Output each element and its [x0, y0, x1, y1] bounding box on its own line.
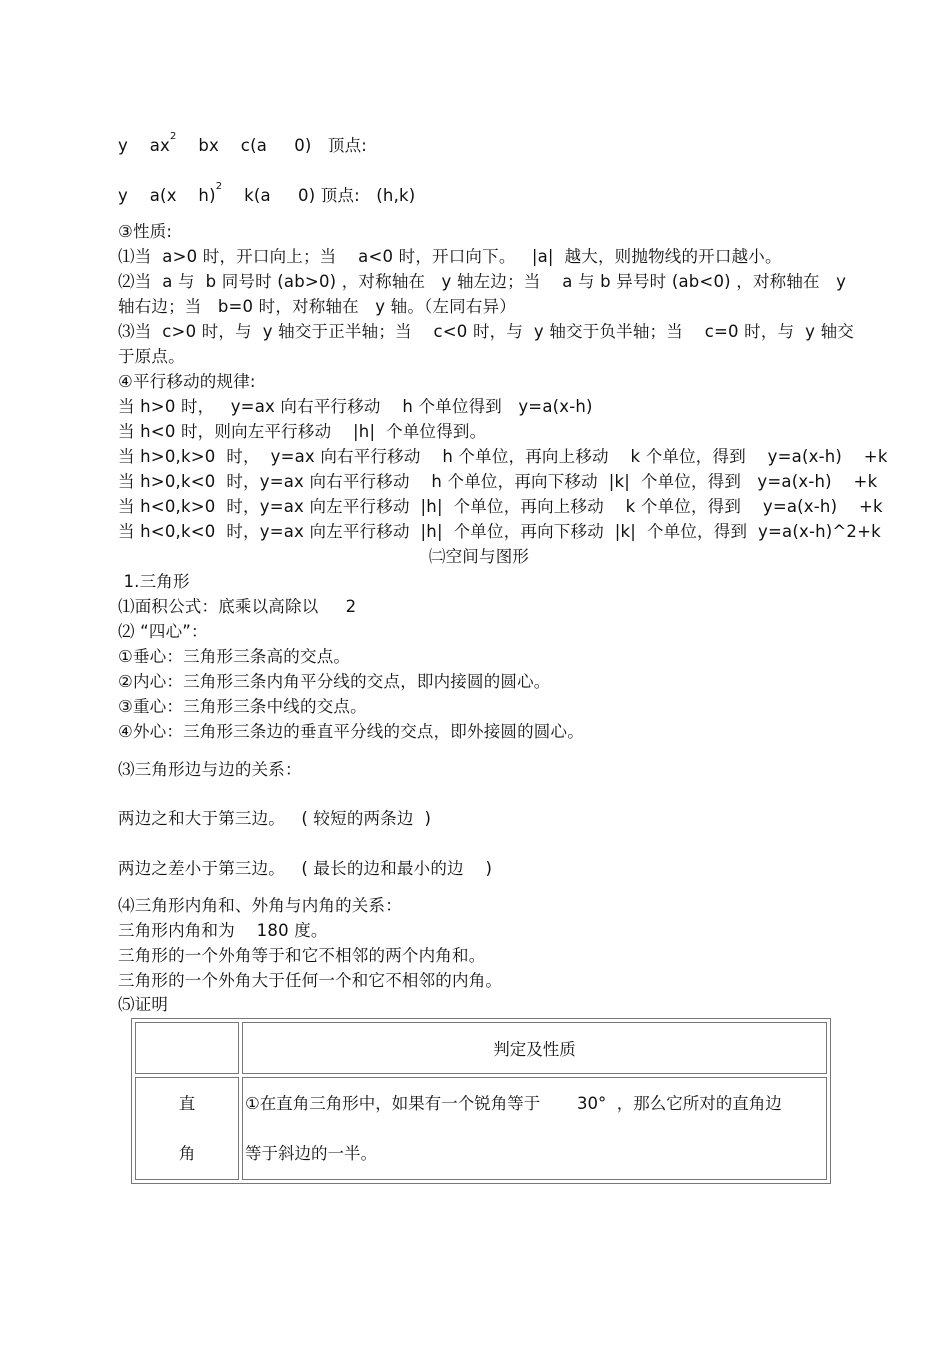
text-line: 当 h>0 时， y=ax 向右平行移动 h 个单位得到 y=a(x-h)	[118, 397, 593, 416]
text-line: ③性质:	[118, 222, 173, 241]
row-content-line: 等于斜边的一半。	[245, 1143, 377, 1163]
table-header-empty-cell	[135, 1022, 239, 1074]
text-line: ⑴当 a>0 时，开口向上；当 a<0 时，开口向下。 |a| 越大，则抛物线的开口越小。	[118, 247, 782, 266]
text-line: ⑴面积公式：底乘以高除以 2	[118, 597, 357, 616]
text-line: 两边之和大于第三边。 ( 较短的两条边 )	[118, 809, 432, 828]
row-label-char: 角	[178, 1143, 196, 1163]
table-row-label-cell	[135, 1077, 239, 1180]
section-title: ㈡空间与图形	[428, 547, 530, 566]
text-line: 当 h<0,k>0 时，y=ax 向左平行移动 |h| 个单位，再向上移动 k 个单位，得到 y=a(x-h) +k	[118, 497, 883, 516]
table-row	[135, 1077, 827, 1180]
row-label-char: 直	[178, 1093, 196, 1113]
text-line: 三角形内角和为 180 度。	[118, 921, 328, 940]
general-form-formula	[118, 131, 840, 161]
row-content-line: ①在直角三角形中，如果有一个锐角等于 30° ，那么它所对的直角边	[245, 1093, 782, 1113]
proof-table	[131, 1018, 831, 1184]
text-line: ④平行移动的规律:	[118, 372, 256, 391]
table-header-cell: 判定及性质	[242, 1022, 827, 1074]
text-line: ⑶当 c>0 时，与 y 轴交于正半轴；当 c<0 时，与 y 轴交于负半轴；当 c=0 时，与 y 轴交	[118, 322, 854, 341]
text-line: ②内心：三角形三条内角平分线的交点，即内接圆的圆心。	[118, 672, 551, 691]
formula-text: bx c(a 0) 顶点:	[176, 136, 368, 155]
formula-text: k(a 0) 顶点: (h,k)	[222, 186, 416, 205]
text-line: ①垂心：三角形三条高的交点。	[118, 647, 351, 666]
text-line: ④外心：三角形三条边的垂直平分线的交点，即外接圆的圆心。	[118, 722, 584, 741]
text-line: 三角形的一个外角大于任何一个和它不相邻的内角。	[118, 971, 503, 990]
text-line: ⑷三角形内角和、外角与内角的关系：	[118, 896, 402, 915]
text-line: ⑵ “四心”：	[118, 622, 208, 641]
formula-exponent: 2	[215, 181, 223, 192]
text-line: ⑸证明	[118, 995, 169, 1014]
text-line: 当 h<0,k<0 时，y=ax 向左平行移动 |h| 个单位，再向下移动 |k| 个单位，得到 y=a(x-h)^2+k	[118, 522, 881, 541]
text-line: 轴右边；当 b=0 时，对称轴在 y 轴。（左同右异）	[118, 297, 516, 316]
text-line: ③重心：三角形三条中线的交点。	[118, 697, 367, 716]
text-line: 当 h<0 时，则向左平行移动 |h| 个单位得到。	[118, 422, 487, 441]
table-row-content-cell	[242, 1077, 827, 1180]
text-line: 三角形的一个外角等于和它不相邻的两个内角和。	[118, 946, 486, 965]
vertex-form-formula	[118, 181, 840, 211]
text-line: ⑵当 a 与 b 同号时 (ab>0) ，对称轴在 y 轴左边；当 a 与 b 异号时 (ab<0) ，对称轴在 y	[118, 272, 847, 291]
text-line: 当 h>0,k>0 时， y=ax 向右平行移动 h 个单位，再向上移动 k 个单位，得到 y=a(x-h) +k	[118, 447, 888, 466]
text-line: 于原点。	[118, 347, 185, 366]
formula-exponent: 2	[170, 131, 177, 142]
text-line: 当 h>0,k<0 时，y=ax 向右平行移动 h 个单位，再向下移动 |k| 个单位，得到 y=a(x-h) +k	[118, 472, 878, 491]
text-line: 两边之差小于第三边。 ( 最长的边和最小的边 )	[118, 859, 493, 878]
table-header-row	[135, 1022, 827, 1074]
text-line: ⑶三角形边与边的关系：	[118, 760, 302, 779]
text-line: 1.三角形	[118, 572, 190, 591]
formula-text: y a(x h)	[118, 186, 216, 205]
formula-text: y ax	[118, 136, 171, 155]
